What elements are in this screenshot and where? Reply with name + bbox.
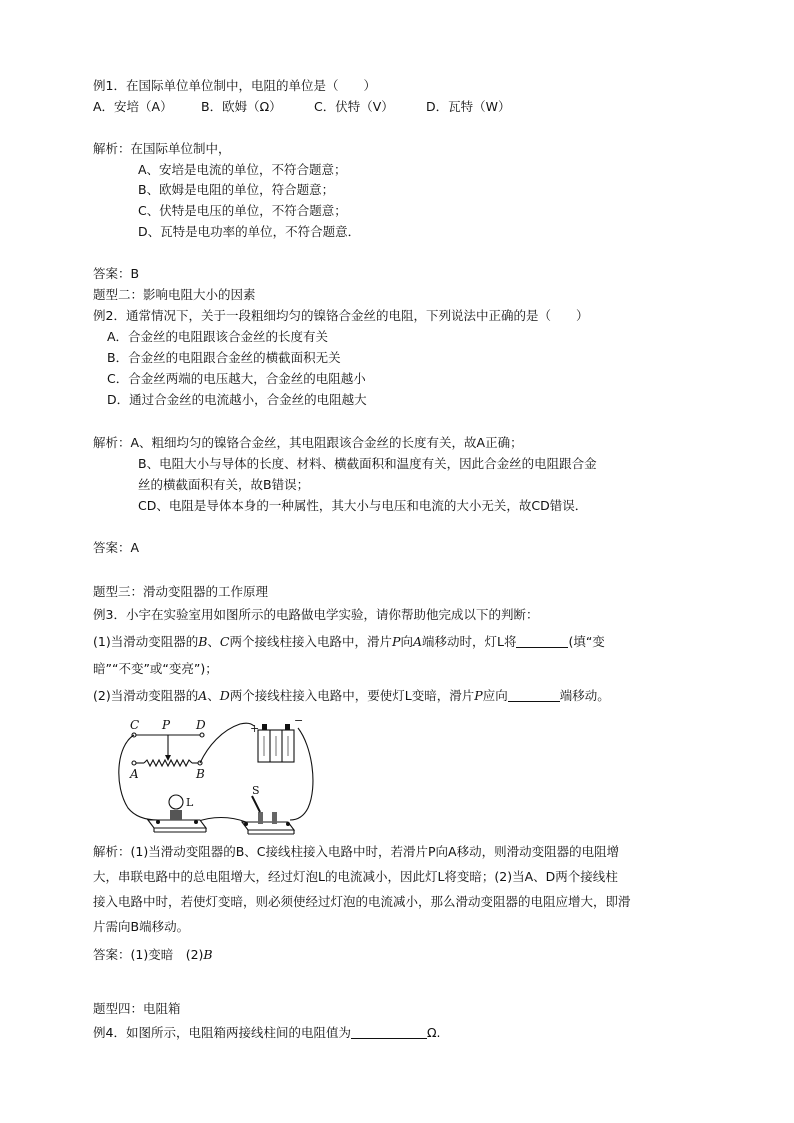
italic-letter: A	[198, 688, 208, 703]
label-plus: +	[250, 722, 260, 735]
ex2-option-a: A．合金丝的电阻跟该合金丝的长度有关	[107, 329, 329, 344]
ex1-analysis-line: B、欧姆是电阻的单位，符合题意；	[138, 182, 335, 197]
label-a: A	[130, 767, 139, 781]
text-segment: Ω.	[426, 1025, 441, 1040]
ex2-analysis-line: CD、电阻是导体本身的一种属性，其大小与电压和电流的大小无关，故CD错误．	[138, 498, 588, 513]
type3-title: 题型三：滑动变阻器的工作原理	[93, 584, 269, 599]
label-b: B	[196, 767, 205, 781]
ex3-answer	[93, 947, 213, 963]
wire	[200, 723, 254, 763]
terminal-d	[200, 733, 204, 737]
ex1-option-d: D．瓦特（W）	[426, 99, 511, 114]
text-segment: 向	[400, 634, 413, 649]
text-segment: (1)当滑动变阻器的	[93, 634, 199, 649]
answer-blank	[351, 1026, 427, 1039]
text-segment: 端移动。	[559, 688, 610, 703]
text-segment: (2)当滑动变阻器的	[93, 688, 199, 703]
italic-letter: P	[392, 634, 401, 649]
label-minus: −	[294, 716, 304, 727]
ex2-answer: 答案：A	[93, 540, 140, 555]
text-segment: 、	[207, 688, 220, 703]
ex3-part1	[93, 634, 605, 650]
ex3-question: 例3．小宇在实验室用如图所示的电路做电学实验，请你帮助他完成以下的判断：	[93, 607, 539, 622]
label-c: C	[130, 718, 140, 732]
terminal-a	[132, 761, 136, 765]
text-segment: (填“变	[568, 634, 605, 649]
text-segment: 两个接线柱接入电路中，要使灯L变暗，滑片	[229, 688, 475, 703]
ex3-analysis-line: 片需向B端移动。	[93, 919, 190, 934]
label-p: P	[162, 718, 171, 732]
ex1-analysis-line: C、伏特是电压的单位，不符合题意；	[138, 203, 347, 218]
ex3-analysis-line: 解析：(1)当滑动变阻器的B、C接线柱接入电路中时，若滑片P向A移动，则滑动变阻器的电阻增	[93, 844, 620, 859]
label-d: D	[196, 718, 206, 732]
italic-letter: P	[474, 688, 483, 703]
lamp-bulb-icon	[169, 795, 183, 809]
ex2-option-c: C．合金丝两端的电压越大，合金丝的电阻越小	[107, 371, 366, 386]
ex1-option-c: C．伏特（V）	[314, 99, 394, 114]
italic-letter: B	[198, 634, 208, 649]
ex2-question: 例2．通常情况下，关于一段粗细均匀的镍铬合金丝的电阻，下列说法中正确的是（ ）	[93, 308, 589, 323]
text-segment: 端移动时，灯L将	[421, 634, 517, 649]
slider-arrow-icon	[165, 755, 171, 761]
ex1-analysis-head: 解析：在国际单位制中，	[93, 141, 231, 156]
ex3-analysis-line: 大，串联电路中的总电阻增大，经过灯泡L的电流减小，因此灯L将变暗；(2)当A、D两个接线柱	[93, 869, 618, 884]
italic-letter: A	[412, 634, 422, 649]
italic-letter: B	[203, 947, 213, 962]
label-s: S	[252, 784, 260, 797]
ex1-option-b: B．欧姆（Ω）	[201, 99, 282, 114]
label-l: L	[186, 796, 194, 809]
circuit-figure	[112, 716, 322, 838]
ex1-analysis-line: A、安培是电流的单位，不符合题意；	[138, 162, 347, 177]
answer-blank	[516, 635, 568, 648]
text-segment: 应向	[482, 688, 508, 703]
switch-lever	[252, 796, 260, 812]
italic-letter: D	[219, 688, 230, 703]
answer-blank	[508, 689, 560, 702]
wire	[196, 818, 246, 823]
ex3-part2	[93, 688, 610, 704]
text-segment: 答案：(1)变暗 (2)	[93, 947, 204, 962]
type4-title: 题型四：电阻箱	[93, 1001, 181, 1016]
lamp-socket	[170, 810, 182, 820]
ex2-analysis-line: 解析：A、粗细均匀的镍铬合金丝，其电阻跟该合金丝的长度有关，故A正确；	[93, 435, 523, 450]
text-segment: 例4．如图所示，电阻箱两接线柱间的电阻值为	[93, 1025, 351, 1040]
type2-title: 题型二：影响电阻大小的因素	[93, 287, 256, 302]
ex1-option-a: A．安培（A）	[93, 99, 173, 114]
ex3-part1-cont: 暗”“不变”或“变亮”)；	[93, 661, 218, 676]
text-segment: 两个接线柱接入电路中，滑片	[229, 634, 393, 649]
ex2-analysis-line: 丝的横截面积有关，故B错误；	[138, 477, 310, 492]
ex4-question	[93, 1025, 441, 1041]
ex2-option-b: B．合金丝的电阻跟合金丝的横截面积无关	[107, 350, 341, 365]
ex3-analysis-line: 接入电路中时，若使灯变暗，则必须使经过灯泡的电流减小，那么滑动变阻器的电阻应增大，即滑	[93, 894, 631, 909]
ex1-options	[93, 99, 511, 115]
ex1-analysis-line: D、瓦特是电功率的单位，不符合题意．	[138, 224, 361, 239]
text-segment: 、	[207, 634, 220, 649]
ex2-analysis-line: B、电阻大小与导体的长度、材料、横截面积和温度有关，因此合金丝的电阻跟合金	[138, 456, 597, 471]
italic-letter: C	[219, 634, 230, 649]
ex1-answer: 答案：B	[93, 266, 140, 281]
ex1-question: 例1．在国际单位单位制中，电阻的单位是（ ）	[93, 78, 376, 93]
ex2-option-d: D．通过合金丝的电流越小，合金丝的电阻越大	[107, 392, 367, 407]
